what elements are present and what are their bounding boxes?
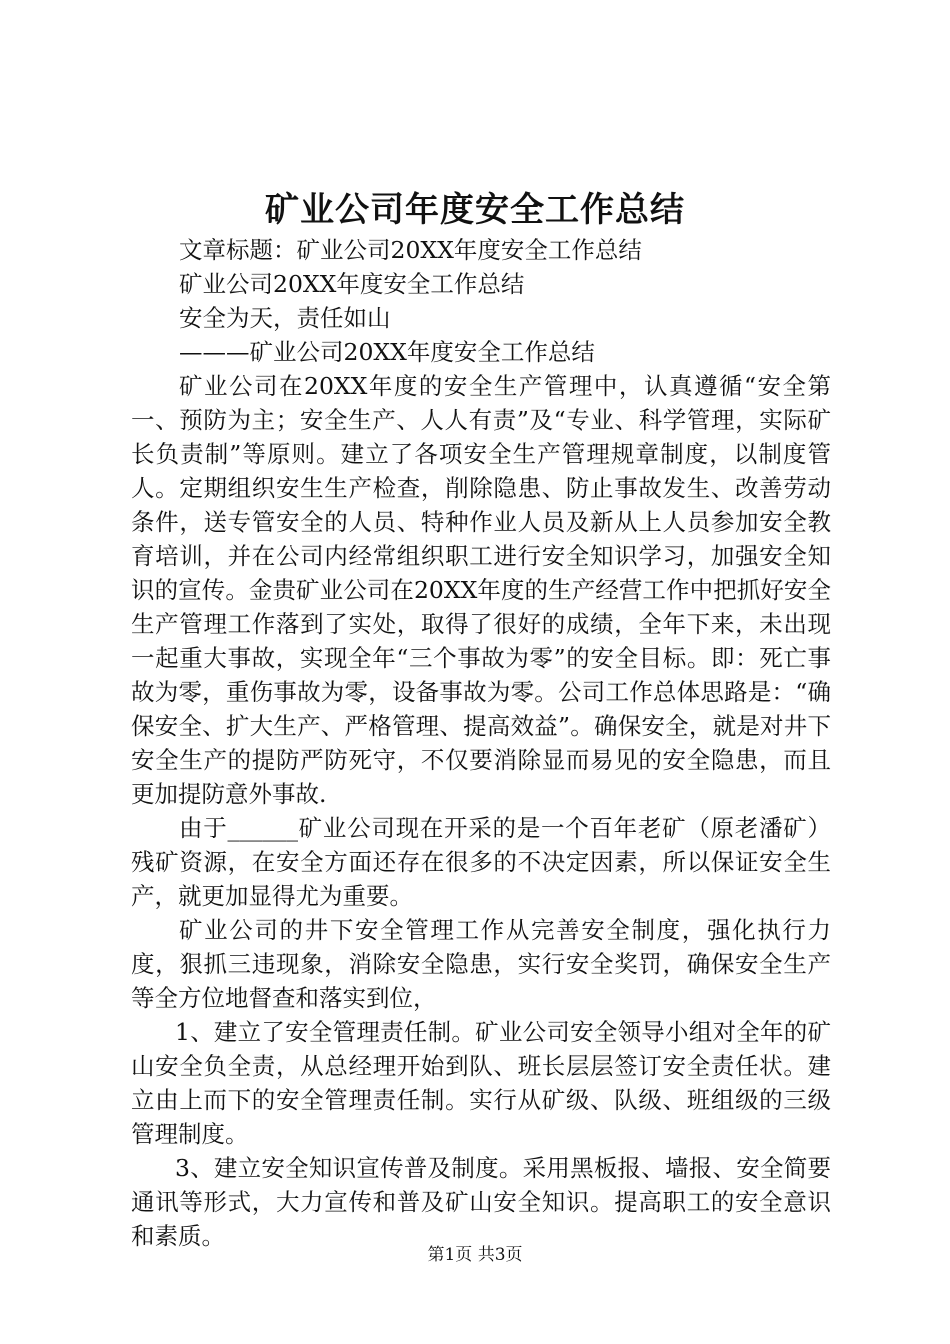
paragraph-management: 矿业公司的井下安全管理工作从完善安全制度，强化执行力度，狠抓三违现象，消除安全隐患，实行安全奖罚，确保安全生产等全方位地督查和落实到位，: [131, 916, 831, 1012]
list-item-education: 3、建立安全知识宣传普及制度。采用黑板报、墙报、安全简要通讯等形式，大力宣传和普及矿山安全知识。提高职工的安全意识和素质。: [131, 1154, 831, 1250]
motto-line: 安全为天，责任如山: [179, 304, 391, 332]
page-indicator: 第1页 共3页: [427, 1245, 523, 1265]
byline: ———矿业公司20XX年度安全工作总结: [179, 338, 595, 366]
paragraph-background: 由于______矿业公司现在开采的是一个百年老矿（原老潘矿）残矿资源，在安全方面还存在很多的不决定因素，所以保证安全生产，就更加显得尤为重要。: [131, 814, 831, 910]
document-title: 矿业公司年度安全工作总结: [265, 190, 685, 230]
document-body: [131, 233, 831, 1253]
list-item-responsibility: 1、建立了安全管理责任制。矿业公司安全领导小组对全年的矿山安全负全责，从总经理开始到队、班长层层签订安全责任状。建立由上而下的安全管理责任制。实行从矿级、队级、班组级的三级管理制度。: [131, 1018, 831, 1148]
article-title-line: 文章标题：矿业公司20XX年度安全工作总结: [179, 236, 642, 264]
paragraph-intro: 矿业公司在20XX年度的安全生产管理中，认真遵循“安全第一、预防为主；安全生产、人人有责”及“专业、科学管理，实际矿长负责制”等原则。建立了各项安全生产管理规章制度，以制度管人。定期组织安生生产检查，削除隐患、防止事故发生、改善劳动条件，送专管安全的人员、特种作业人员及新从上人员参加安全教育培训，并在公司内经常组织职工进行安全知识学习，加强安全知识的宣传。金贵矿业公司在20XX年度的生产经营工作中把抓好安全生产管理工作落到了实处，取得了很好的成绩，全年下来，未出现一起重大事故，实现全年“三个事故为零”的安全目标。即：死亡事故为零，重伤事故为零，设备事故为零。公司工作总体思路是：“确保安全、扩大生产、严格管理、提高效益”。确保安全，就是对井下安全生产的提防严防死守，不仅要消除显而易见的安全隐患，而且更加提防意外事故.: [131, 372, 831, 808]
subtitle-line: 矿业公司20XX年度安全工作总结: [179, 270, 525, 298]
